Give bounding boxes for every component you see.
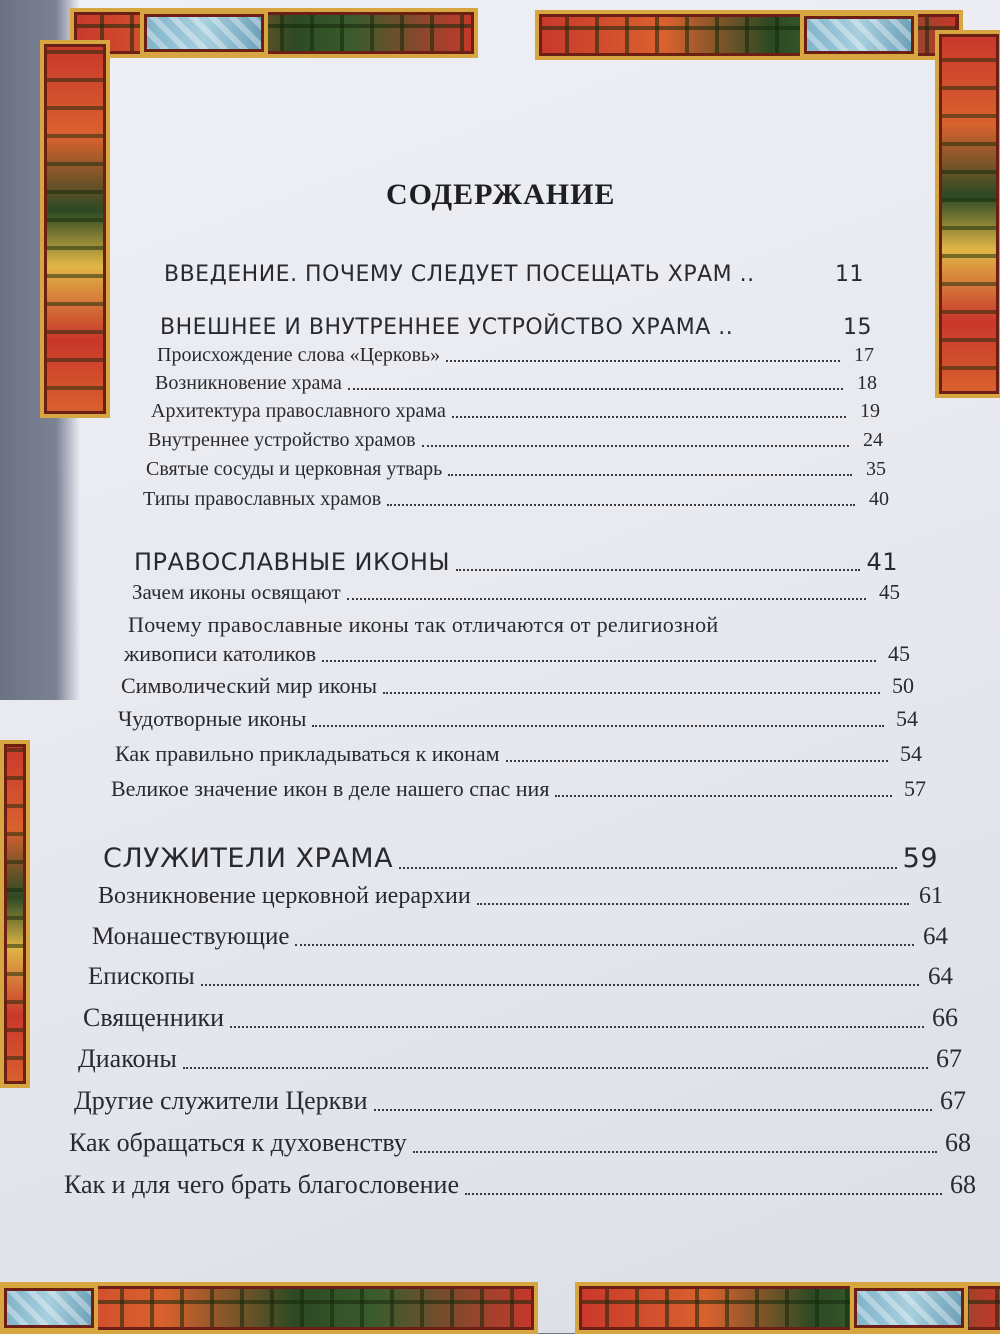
toc-entry-label: Епископы — [88, 963, 195, 990]
toc-entry-label: Монашествующие — [92, 923, 290, 950]
dot-leader — [555, 795, 892, 797]
toc-entry — [83, 1003, 958, 1033]
toc-entry-label: Типы православных храмов — [143, 488, 382, 510]
dot-leader — [295, 944, 914, 946]
toc-entry — [115, 741, 922, 767]
dot-leader — [383, 692, 880, 694]
toc-entry — [132, 580, 900, 605]
dot-leader — [201, 984, 919, 986]
toc-entry-label: Как и для чего брать благословение — [64, 1170, 460, 1199]
dot-leader — [347, 598, 866, 600]
toc-entry-label: Как обращаться к духовенству — [69, 1128, 407, 1157]
toc-entry-label: Символический мир иконы — [121, 673, 378, 698]
dot-leader — [230, 1026, 924, 1028]
toc-entry-label: Архитектура православного храма — [151, 400, 446, 422]
toc-entry — [146, 458, 886, 481]
toc-entry-page: 15 — [843, 315, 872, 340]
dot-leader — [465, 1193, 942, 1195]
toc-entry-page: 17 — [854, 344, 874, 366]
toc-entry-label: Внутреннее устройство храмов — [148, 429, 416, 451]
toc-entry-label: живописи католиков — [124, 641, 317, 666]
dot-leader — [446, 360, 840, 362]
toc-entry-page: 67 — [940, 1086, 966, 1115]
toc-entry — [155, 372, 877, 395]
toc-entry — [157, 344, 874, 367]
dot-leader — [456, 569, 860, 571]
toc-entry-page: 45 — [879, 580, 900, 604]
toc-entry — [74, 1086, 966, 1116]
toc-entry — [124, 641, 910, 667]
toc-entry-page: 18 — [857, 372, 877, 394]
toc-entry — [148, 429, 883, 452]
dot-leader — [322, 660, 876, 662]
toc-entry — [151, 400, 880, 423]
dot-leader — [477, 903, 909, 905]
toc-entry — [64, 1170, 976, 1200]
toc-entry-page: 54 — [896, 706, 918, 731]
toc-entry-label: Другие служители Церкви — [74, 1086, 368, 1115]
toc-entry-page: 61 — [919, 883, 943, 909]
dot-leader — [452, 416, 846, 418]
toc-entry — [118, 706, 918, 732]
toc-entry-page: 67 — [936, 1044, 962, 1073]
toc-entry-page: 50 — [892, 673, 914, 698]
toc-entry — [92, 923, 948, 951]
toc-entry-label: ПРАВОСЛАВНЫЕ ИКОНЫ — [134, 548, 451, 576]
toc-entry-label: Происхождение слова «Церковь» — [157, 344, 441, 366]
dot-leader — [422, 445, 849, 447]
toc-entry-label: Чудотворные иконы — [118, 706, 307, 731]
toc-entry-intro — [164, 262, 864, 287]
toc-entry-label: Как правильно прикладываться к иконам — [115, 741, 500, 766]
toc-entry-page: 68 — [945, 1128, 971, 1157]
dot-leader — [506, 760, 888, 762]
toc-entry — [121, 673, 914, 699]
toc-entry-label: Святые сосуды и церковная утварь — [146, 458, 443, 480]
toc-entry-label: ВНЕШНЕЕ И ВНУТРЕННЕЕ УСТРОЙСТВО ХРАМА .. — [160, 315, 734, 340]
toc-entry-page: 40 — [869, 488, 889, 510]
toc-entry-page: 68 — [950, 1170, 976, 1199]
toc-entry-label: Зачем иконы освящают — [132, 580, 341, 604]
toc-entry-page: 45 — [888, 641, 910, 666]
toc-entry-page: 11 — [835, 262, 864, 287]
toc-entry-label: СЛУЖИТЕЛИ ХРАМА — [103, 843, 394, 874]
toc-entry-label: Диаконы — [78, 1044, 177, 1073]
toc-entry-label: Возникновение церковной иерархии — [98, 883, 471, 909]
toc-entry-section-2 — [134, 548, 898, 576]
dot-leader — [312, 725, 884, 727]
page-title: СОДЕРЖАНИЕ — [386, 178, 616, 211]
dot-leader — [413, 1151, 937, 1153]
toc-entry-label: Великое значение икон в деле нашего спас ния — [111, 776, 550, 801]
toc-entry-label: ВВЕДЕНИЕ. ПОЧЕМУ СЛЕДУЕТ ПОСЕЩАТЬ ХРАМ .. — [164, 262, 755, 287]
dot-leader — [399, 867, 897, 869]
toc-entry — [88, 963, 953, 991]
toc-entry — [69, 1128, 971, 1158]
toc-entry-section-3 — [103, 843, 938, 874]
dot-leader — [348, 388, 843, 390]
toc-entry-page: 66 — [932, 1003, 958, 1032]
dot-leader — [374, 1109, 933, 1111]
toc-entry-page: 59 — [902, 843, 938, 874]
toc-entry-wrapped-line: Почему православные иконы так отличаются от религиозной — [128, 612, 719, 637]
toc-entry-page: 24 — [863, 429, 883, 451]
toc-entry-label: Возникновение храма — [155, 372, 342, 394]
toc-entry — [111, 776, 926, 802]
toc-entry-section-1 — [160, 315, 872, 340]
toc-entry-page: 64 — [923, 923, 948, 950]
toc-entry-label: Священники — [83, 1003, 225, 1032]
dot-leader — [183, 1067, 928, 1069]
toc-entry — [143, 488, 889, 511]
dot-leader — [387, 504, 855, 506]
toc-entry — [98, 883, 943, 910]
toc-entry-page: 35 — [866, 458, 886, 480]
toc-entry — [78, 1044, 962, 1074]
toc-entry-page: 41 — [866, 548, 898, 576]
toc-entry-page: 57 — [904, 776, 926, 801]
dot-leader — [448, 474, 852, 476]
toc-entry-page: 54 — [900, 741, 922, 766]
toc-entry-page: 19 — [860, 400, 880, 422]
toc-entry-page: 64 — [928, 963, 953, 990]
